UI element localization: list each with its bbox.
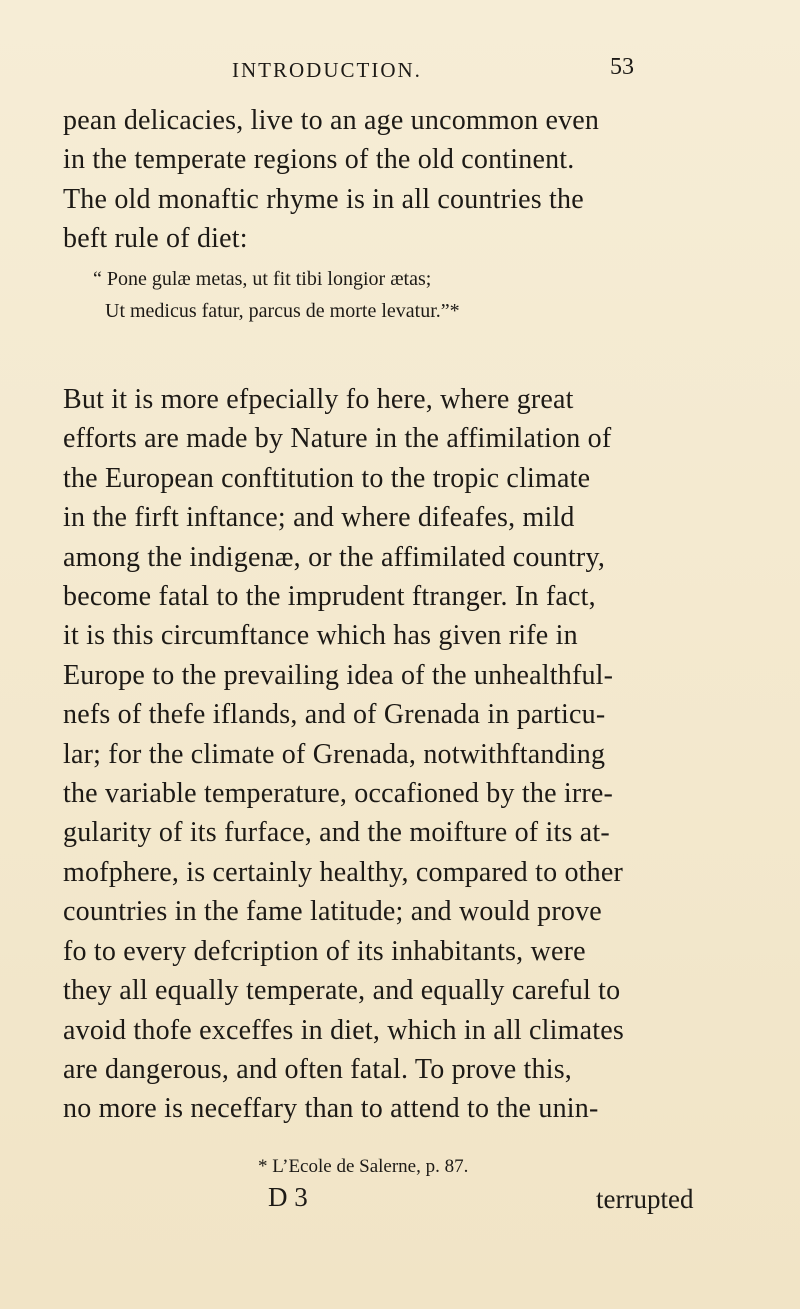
text-line: avoid thofe exceffes in diet, which in all climates	[63, 1014, 624, 1046]
text-line: in the firft inftance; and where difeafes, mild	[63, 502, 575, 534]
text-line: beft rule of diet:	[63, 223, 248, 255]
text-line: fo to every defcription of its inhabitants, were	[63, 935, 586, 967]
text-line: it is this circumftance which has given rife in	[63, 620, 578, 652]
footnote: * L’Ecole de Salerne, p. 87.	[258, 1156, 469, 1177]
text-line: gularity of its furface, and the moifture of its at-	[63, 817, 610, 849]
text-line: the European conftitution to the tropic climate	[63, 462, 591, 494]
latin-quotation	[93, 263, 460, 327]
text-line: lar; for the climate of Grenada, notwithftanding	[63, 738, 606, 770]
running-head: INTRODUCTION.	[232, 58, 422, 82]
text-line: The old monaftic rhyme is in all countries the	[63, 183, 584, 215]
text-line: nefs of thefe iflands, and of Grenada in particu-	[63, 699, 606, 731]
signature-mark: D 3	[268, 1182, 308, 1212]
text-line: they all equally temperate, and equally careful to	[63, 975, 621, 1007]
catchword: terrupted	[596, 1184, 694, 1214]
text-line: pean delicacies, live to an age uncommon even	[63, 105, 600, 136]
quote-line: Ut medicus fatur, parcus de morte levatur.”*	[105, 300, 460, 322]
text-line: mofphere, is certainly healthy, compared to other	[63, 856, 623, 888]
page-number: 53	[610, 54, 634, 80]
text-line: among the indigenæ, or the affimilated country,	[63, 541, 606, 573]
text-line: in the temperate regions of the old continent.	[63, 144, 575, 176]
paragraph-1	[63, 101, 743, 259]
text-line: Europe to the prevailing idea of the unhealthful-	[63, 659, 614, 691]
text-line: the variable temperature, occafioned by the irre-	[63, 778, 614, 810]
text-line: But it is more efpecially fo here, where great	[63, 384, 574, 415]
quote-line: “ Pone gulæ metas, ut fit tibi longior ætas;	[93, 268, 432, 290]
paragraph-2	[63, 380, 743, 1129]
text-line: efforts are made by Nature in the affimilation of	[63, 423, 612, 455]
text-line: are dangerous, and often fatal. To prove this,	[63, 1053, 573, 1085]
text-line: countries in the fame latitude; and would prove	[63, 896, 602, 928]
page-header	[0, 52, 800, 92]
text-line: become fatal to the imprudent ftranger. In fact,	[63, 581, 596, 613]
text-line: no more is neceffary than to attend to the unin-	[63, 1093, 599, 1125]
